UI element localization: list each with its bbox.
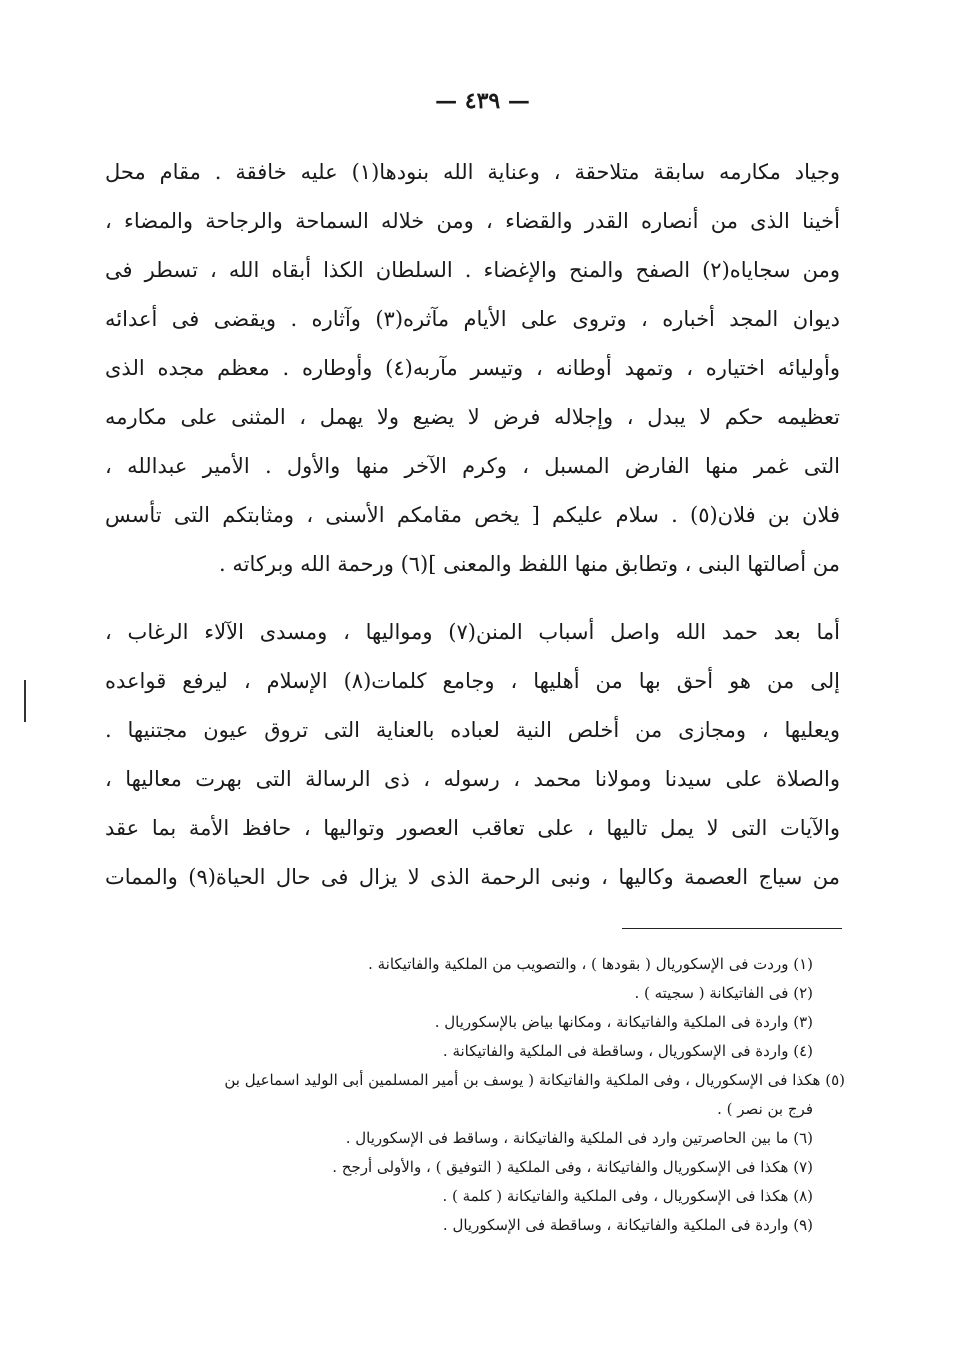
text-line: والآيات التى لا يمل تاليها ، على تعاقب العصور وتواليها ، حافظ الأمة بما عقد	[105, 816, 840, 840]
text-line: من أصالتها البنى ، وتطابق منها اللفظ والمعنى ](٦) ورحمة الله وبركاته .	[219, 552, 840, 576]
footnote: (٨) هكذا فى الإسكوريال ، وفى الملكية والفاتيكانة ( كلمة ) .	[442, 1187, 813, 1205]
footnote-divider	[622, 928, 842, 929]
text-line: والصلاة على سيدنا ومولانا محمد ، رسوله ، ذى الرسالة التى بهرت معاليها ،	[105, 767, 840, 791]
text-line: إلى من هو أحق بها من أهليها ، وجامع كلمات(٨) الإسلام ، ليرفع قواعده	[105, 669, 840, 693]
text-line: أما بعد حمد الله واصل أسباب المنن(٧) ومواليها ، ومسدى الآلاء الرغاب ،	[105, 620, 840, 644]
footnote-continuation: فرج بن نصر ) .	[717, 1100, 813, 1118]
text-line: ديوان المجد أخباره ، وتروى على الأيام مآثره(٣) وآثاره . ويقضى فى أعدائه	[105, 307, 840, 331]
footnote: (٢) فى الفاتيكانة ( سجيته ) .	[634, 984, 813, 1002]
footnote: (٤) واردة فى الإسكوريال ، وساقطة فى الملكية والفاتيكانة .	[442, 1042, 813, 1060]
footnote: (٩) واردة فى الملكية والفاتيكانة ، وساقطة فى الإسكوريال .	[442, 1216, 813, 1234]
text-line: تعظيمه حكم لا يبدل ، وإجلاله فرض لا يضيع ولا يهمل ، المثنى على مكارمه	[105, 405, 840, 429]
text-line: ومن سجاياه(٢) الصفح والمنح والإغضاء . السلطان الكذا أبقاه الله ، تسطر فى	[105, 258, 840, 282]
footnote: (٧) هكذا فى الإسكوريال والفاتيكانة ، وفى الملكية ( التوفيق ) ، والأولى أرجح .	[332, 1158, 813, 1176]
text-line: فلان بن فلان(٥) . سلام عليكم [ يخص مقامكم الأسنى ، ومثابتكم التى تأسس	[105, 503, 840, 527]
text-line: وأوليائه اختياره ، وتمهد أوطانه ، وتيسر مآربه(٤) وأوطاره . معظم مجده الذى	[105, 356, 840, 380]
text-line: من سياج العصمة وكاليها ، ونبى الرحمة الذى لا يزال فى حال الحياة(٩) والممات	[105, 865, 840, 889]
margin-mark	[24, 680, 26, 722]
footnote: (٦) ما بين الحاصرتين وارد فى الملكية والفاتيكانة ، وساقط فى الإسكوريال .	[345, 1129, 813, 1147]
text-line: التى غمر منها الفارض المسبل ، وكرم الآخر منها والأول . الأمير عبدالله ،	[105, 454, 840, 478]
paragraph-2	[105, 608, 840, 902]
text-line: أخينا الذى من أنصاره القدر والقضاء ، ومن خلاله السماحة والرجاحة والمضاء ،	[105, 209, 840, 233]
page-number: — ٤٣٩ —	[435, 88, 530, 114]
paragraph-1	[105, 148, 840, 589]
text-line: ويعليها ، ومجازى من أخلص النية لعباده بالعناية التى تروق عيون مجتنيها .	[105, 718, 840, 742]
footnote: (١) وردت فى الإسكوريال ( بقودها ) ، والتصويب من الملكية والفاتيكانة .	[368, 955, 813, 973]
footnote: (٣) واردة فى الملكية والفاتيكانة ، ومكانها بياض بالإسكوريال .	[434, 1013, 813, 1031]
text-line: وجياد مكارمه سابقة متلاحقة ، وعناية الله بنودها(١) عليه خافقة . مقام محل	[105, 160, 840, 184]
footnote: (٥) هكذا فى الإسكوريال ، وفى الملكية والفاتيكانة ( يوسف بن أمير المسلمين أبى الوليد اسماعيل بن	[224, 1071, 845, 1089]
footnotes	[105, 950, 845, 1240]
